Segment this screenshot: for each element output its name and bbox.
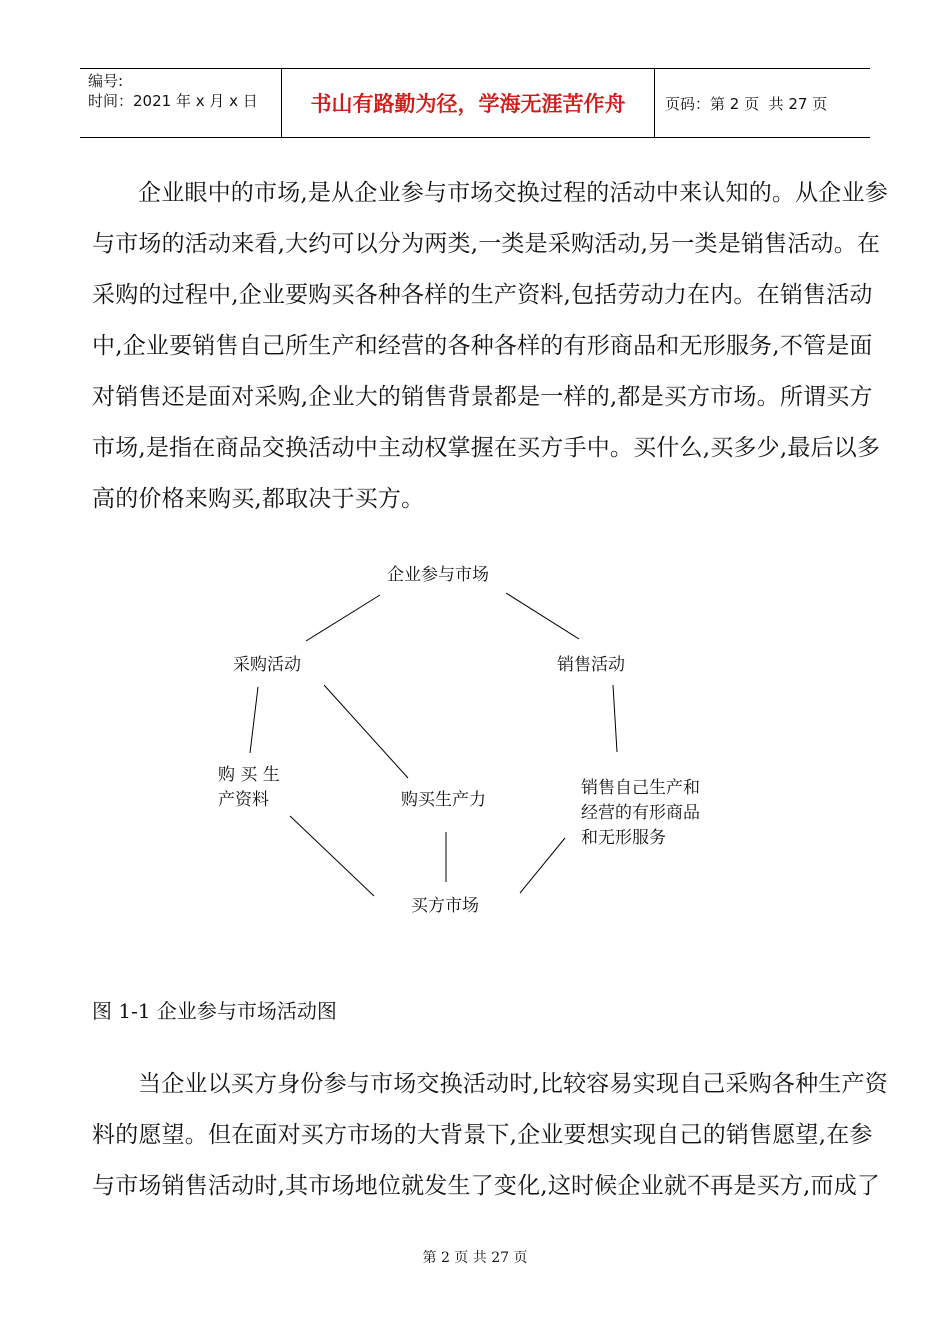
paragraph-line: 中,企业要销售自己所生产和经营的各种各样的有形商品和无形服务,不管是面 (92, 333, 873, 359)
node-line: 和无形服务 (581, 828, 666, 848)
node-line: 购 买 生 (218, 765, 280, 785)
paragraph-2 (92, 1059, 888, 1212)
node-sales: 销售活动 (557, 655, 625, 675)
node-buy-materials (218, 763, 280, 813)
edge-root-purchase (306, 595, 380, 641)
edge-goods-market (520, 838, 565, 893)
page-code-text: 页码：第 2 页 共 27 页 (665, 94, 828, 113)
header-motto: 书山有路勤为径，学海无涯苦作舟 (282, 69, 655, 137)
edge-root-sales (506, 593, 579, 639)
paragraph-1 (92, 168, 888, 525)
node-buy-labor: 购买生产力 (401, 790, 486, 810)
node-line: 经营的有形商品 (581, 803, 700, 823)
market-activity-diagram (200, 555, 740, 935)
paragraph-line: 料的愿望。但在面对买方市场的大背景下,企业要想实现自己的销售愿望,在参 (92, 1122, 873, 1148)
paragraph-line: 采购的过程中,企业要购买各种各样的生产资料,包括劳动力在内。在销售活动 (92, 282, 873, 308)
paragraph-line: 市场,是指在商品交换活动中主动权掌握在买方手中。买什么,买多少,最后以多 (92, 435, 881, 461)
node-buyer-market: 买方市场 (411, 896, 479, 916)
node-root: 企业参与市场 (387, 565, 489, 585)
edge-sales-goods (613, 685, 617, 752)
paragraph-line: 对销售还是面对采购,企业大的销售背景都是一样的,都是买方市场。所谓买方 (92, 384, 873, 410)
header-page-code (655, 69, 870, 137)
node-line: 销售自己生产和 (581, 778, 700, 798)
figure-caption: 图 1-1 企业参与市场活动图 (92, 999, 337, 1023)
edge-purchase-materials (250, 687, 258, 753)
paragraph-line: 与市场的活动来看,大约可以分为两类,一类是采购活动,另一类是销售活动。在 (92, 231, 881, 257)
header-meta (80, 69, 282, 137)
node-line: 产资料 (218, 790, 269, 810)
edge-materials-market (290, 816, 374, 896)
paragraph-line: 与市场销售活动时,其市场地位就发生了变化,这时候企业就不再是买方,而成了 (92, 1173, 881, 1199)
time-label: 时间：2021 年 x 月 x 日 (88, 92, 258, 110)
paragraph-line: 当企业以买方身份参与市场交换活动时,比较容易实现自己采购各种生产资 (138, 1071, 888, 1097)
number-label: 编号: (88, 72, 124, 90)
node-purchase: 采购活动 (233, 655, 301, 675)
edge-purchase-labor (324, 685, 408, 778)
node-sell-goods (581, 776, 700, 851)
diagram-connectors (200, 555, 740, 935)
page-header (80, 68, 870, 138)
paragraph-line: 高的价格来购买,都取决于买方。 (92, 486, 425, 512)
page-footer: 第 2 页 共 27 页 (422, 1250, 528, 1266)
paragraph-line: 企业眼中的市场,是从企业参与市场交换过程的活动中来认知的。从企业参 (138, 180, 888, 206)
